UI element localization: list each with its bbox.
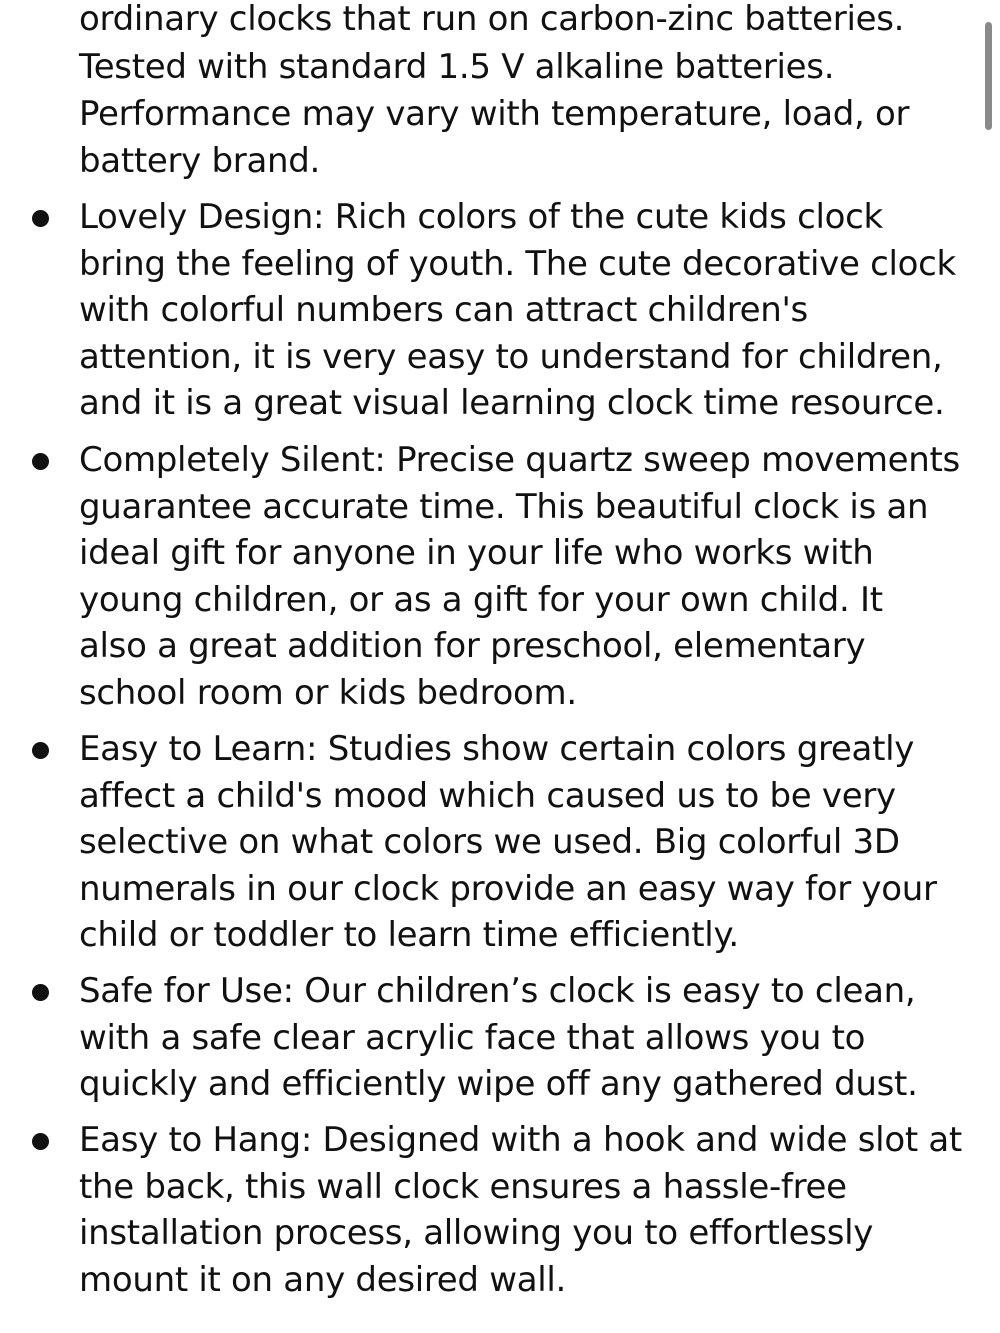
bullet-easy-to-hang-line: Easy to Hang: Designed with a hook and wide slot at bbox=[79, 1120, 962, 1160]
bullet-completely-silent-line: Completely Silent: Precise quartz sweep movements bbox=[79, 440, 960, 480]
bullet-easy-to-hang-line: mount it on any desired wall. bbox=[79, 1260, 567, 1300]
bullet-easy-to-learn-line: Easy to Learn: Studies show certain colors greatly bbox=[79, 729, 915, 769]
bullet-lovely-design-line: Lovely Design: Rich colors of the cute kids clock bbox=[79, 197, 883, 237]
bullet-icon bbox=[32, 1133, 49, 1150]
bullet-safe-for-use-line: with a safe clear acrylic face that allows you to bbox=[79, 1018, 866, 1058]
bullet-icon bbox=[32, 210, 49, 227]
bullet-easy-to-learn-line: numerals in our clock provide an easy way for your bbox=[79, 869, 937, 909]
intro-line: Tested with standard 1.5 V alkaline batteries. bbox=[79, 47, 835, 87]
scrollbar[interactable] bbox=[985, 22, 992, 130]
bullet-completely-silent-line: guarantee accurate time. This beautiful clock is an bbox=[79, 487, 929, 527]
bullet-icon bbox=[32, 984, 49, 1001]
bullet-easy-to-learn-line: affect a child's mood which caused us to be very bbox=[79, 776, 896, 816]
bullet-easy-to-hang-line: installation process, allowing you to effortlessly bbox=[79, 1213, 874, 1253]
bullet-safe-for-use-line: quickly and efficiently wipe off any gathered dust. bbox=[79, 1064, 918, 1104]
bullet-lovely-design-line: bring the feeling of youth. The cute decorative clock bbox=[79, 244, 956, 284]
bullet-icon bbox=[32, 742, 49, 759]
bullet-easy-to-learn-line: child or toddler to learn time efficiently. bbox=[79, 915, 739, 955]
bullet-lovely-design-line: attention, it is very easy to understand for children, bbox=[79, 337, 943, 377]
bullet-easy-to-learn-line: selective on what colors we used. Big colorful 3D bbox=[79, 822, 900, 862]
bullet-safe-for-use-line: Safe for Use: Our children’s clock is easy to clean, bbox=[79, 971, 916, 1011]
bullet-icon bbox=[32, 453, 49, 470]
bullet-completely-silent-line: ideal gift for anyone in your life who works with bbox=[79, 533, 874, 573]
intro-line: ordinary clocks that run on carbon-zinc batteries. bbox=[79, 0, 905, 39]
bullet-completely-silent-line: school room or kids bedroom. bbox=[79, 673, 577, 713]
bullet-completely-silent-line: young children, or as a gift for your own child. It bbox=[79, 580, 883, 620]
intro-line: Performance may vary with temperature, load, or bbox=[79, 94, 910, 134]
intro-line: battery brand. bbox=[79, 141, 321, 181]
bullet-easy-to-hang-line: the back, this wall clock ensures a hassle-free bbox=[79, 1167, 847, 1207]
bullet-completely-silent-line: also a great addition for preschool, elementary bbox=[79, 626, 866, 666]
bullet-lovely-design-line: and it is a great visual learning clock time resource. bbox=[79, 383, 945, 423]
bullet-lovely-design-line: with colorful numbers can attract children's bbox=[79, 290, 808, 330]
